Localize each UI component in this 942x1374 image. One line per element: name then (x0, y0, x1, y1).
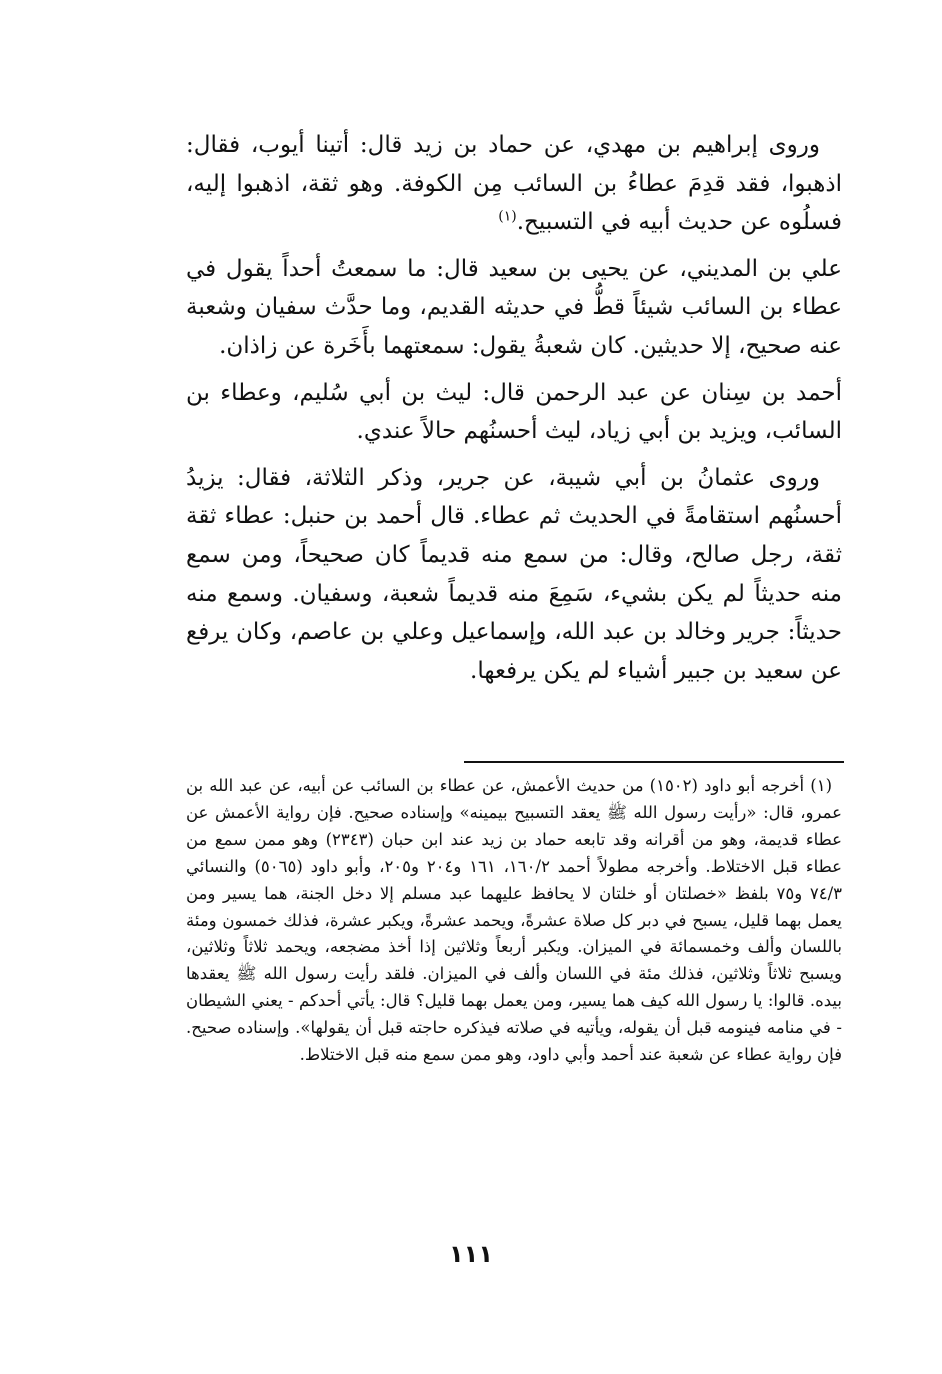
paragraph-2: علي بن المديني، عن يحيى بن سعيد قال: ما سمعتُ أحداً يقول في عطاء بن السائب شيئاً قطُّ في حديثه القديم، وما حدَّث سفيان وشعبة عنه صحيح، إلا حديثين. كان شعبةُ يقول: سمعتهما بأَخَرة عن زاذان. (186, 255, 842, 359)
footnote-text: (١) أخرجه أبو داود (١٥٠٢) من حديث الأعمش، عن عطاء بن السائب عن أبيه، عن عبد الله بن عمرو، قال: «رأيت رسول الله ﷺ يعقد التسبيح بيمينه» وإسناده صحيح. فإن رواية الأعمش عن عطاء قديمة، وهو من أقرانه وقد تابعه حماد بن زيد عند ابن حبان (٢٣٤٣) وهو ممن سمع من عطاء قبل الاختلاط. وأخرجه مطولاً أحمد ١٦٠/٢، ١٦١ و٢٠٤ و٢٠٥، وأبو داود (٥٠٦٥) والنسائي ٧٤/٣ و٧٥ بلفظ «خصلتان أو خلتان لا يحافظ عليهما عبد مسلم إلا دخل الجنة، هما يسير ومن يعمل بهما قليل، يسبح في دبر كل صلاة عشرةً، ويحمد عشرةً، ويكبر عشرة، فذلك خمسون ومئة باللسان وألف وخمسمائة في الميزان. ويكبر أربعاً وثلاثين إذا أخذ مضجعه، ويحمد ثلاثاً وثلاثين، ويسبح ثلاثاً وثلاثين، فذلك مئة في اللسان وألف في الميزان. فلقد رأيت رسول الله ﷺ يعقدها بيده. قالوا: يا رسول الله كيف هما يسير، ومن يعمل بهما قليل؟ قال: يأتي أحدكم - يعني الشيطان - في منامه فينومه قبل أن يقوله، ويأتيه في صلاته فيذكره حاجته قبل أن يقولها». وإسناده صحيح. فإن رواية عطاء عن شعبة عند أحمد وأبي داود، وهو ممن سمع منه قبل الاختلاط. (186, 776, 842, 1065)
paragraph-3: أحمد بن سِنان عن عبد الرحمن قال: ليث بن أبي سُليم، وعطاء بن السائب، ويزيد بن أبي زياد، ليث أحسنُهم حالاً عندي. (186, 379, 842, 445)
paragraph-4: وروى عثمانُ بن أبي شيبة، عن جرير، وذكر الثلاثة، فقال: يزيدُ أحسنُهم استقامةً في الحديث ثم عطاء. قال أحمد بن حنبل: عطاء ثقة ثقة، رجل صالح، وقال: من سمع منه قديماً كان صحيحاً، ومن سمع منه حديثاً لم يكن بشيء، سَمِعَ منه قديماً شعبة، وسفيان. وسمع منه حديثاً: جرير وخالد بن عبد الله، وإسماعيل وعلي بن عاصم، وكان يرفع عن سعيد بن جبير أشياء لم يكن يرفعها. (186, 464, 842, 684)
paragraph-1 (186, 126, 842, 242)
paragraph-1-text: وروى إبراهيم بن مهدي، عن حماد بن زيد قال: أتينا أيوب، فقال: اذهبوا، فقد قدِمَ عطاءُ بن السائب مِن الكوفة. وهو ثقة، اذهبوا إليه، فسلُوه عن حديث أبيه في التسبيح. (186, 132, 842, 236)
footnote-reference: (١) (498, 208, 517, 225)
page-number: ١١١ (449, 1240, 493, 1268)
main-text-block (186, 126, 842, 698)
footnote-divider (464, 761, 844, 763)
footnote-block (186, 773, 842, 1069)
